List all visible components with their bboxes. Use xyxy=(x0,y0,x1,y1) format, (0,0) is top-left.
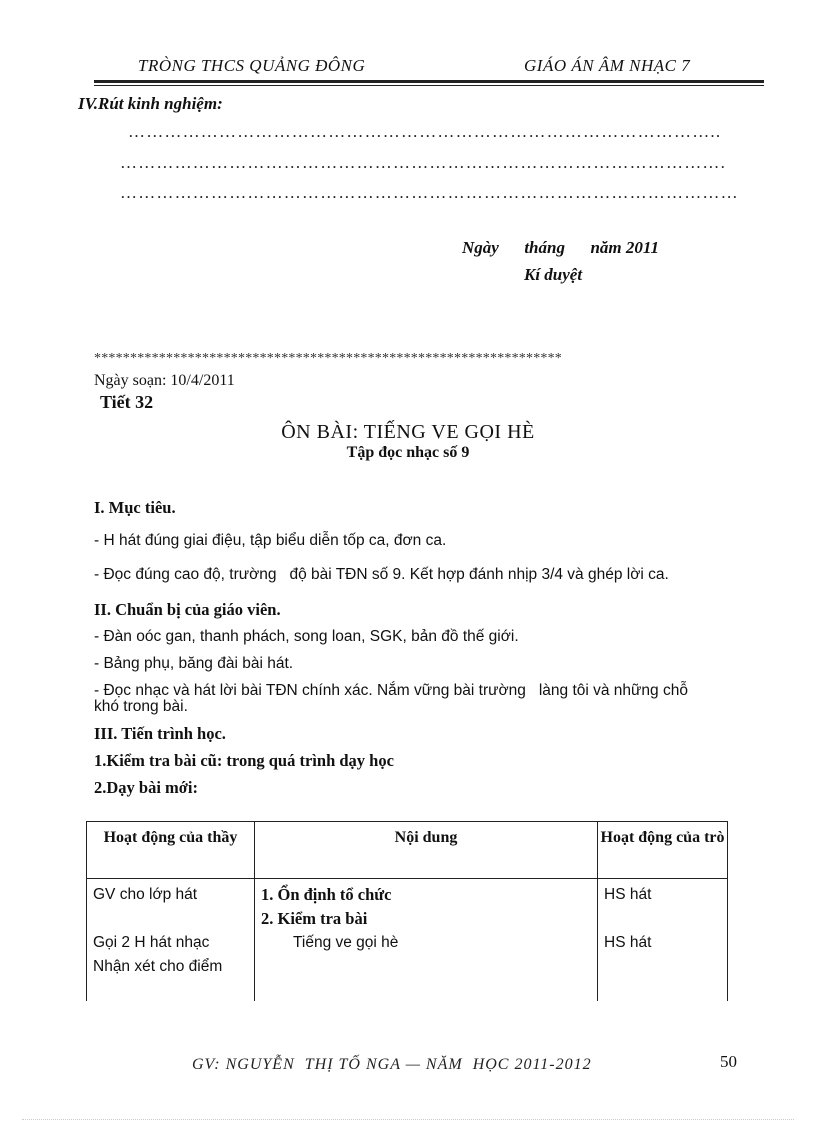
teacher-line: Gọi 2 H hát nhạc xyxy=(93,934,210,951)
approval-signature: Kí duyệt xyxy=(524,265,583,284)
teacher-line xyxy=(93,907,254,931)
table-row xyxy=(87,879,728,1002)
preparation-item-3: - Đọc nhạc và hát lời bài TĐN chính xác. Nắm vững bài trường làng tôi và những chỗ xyxy=(94,682,688,699)
review-line-2: ………………………………………………………………………………………. xyxy=(120,153,727,172)
school-name: TRÒNG THCS QUẢNG ĐÔNG xyxy=(138,56,366,75)
page-number: 50 xyxy=(720,1052,737,1071)
process-heading: III. Tiến trình học. xyxy=(94,724,226,743)
student-line: HS hát xyxy=(604,934,652,951)
objective-item-1: - H hát đúng giai điệu, tập biểu diễn tốp ca, đơn ca. xyxy=(94,532,447,549)
objectives-heading: I. Mục tiêu. xyxy=(94,498,176,517)
review-line-3: ………………………………………………………………………………………… xyxy=(120,183,739,202)
student-cell xyxy=(598,879,728,1002)
review-line-1: …………………………………………………………………………………….. xyxy=(128,122,722,141)
document-type: GIÁO ÁN ÂM NHẠC 7 xyxy=(524,56,691,75)
lesson-plan-table xyxy=(86,821,728,1001)
teacher-line: GV cho lớp hát xyxy=(93,886,198,903)
student-line xyxy=(604,907,727,931)
content-line: 1. Ổn định tổ chức xyxy=(261,885,392,904)
teacher-cell xyxy=(87,879,255,1002)
stars-separator: ***************************************************************** xyxy=(94,351,562,366)
lesson-title: ÔN BÀI: TIẾNG VE GỌI HÈ xyxy=(281,421,535,443)
period-number: Tiết 32 xyxy=(100,392,154,412)
approval-date: Ngày tháng năm 2011 xyxy=(462,238,659,257)
process-step-1: 1.Kiểm tra bài cũ: trong quá trình dạy học xyxy=(94,751,394,770)
prep-date: Ngày soạn: 10/4/2011 xyxy=(94,372,235,389)
objective-item-2: - Đọc đúng cao độ, trường độ bài TĐN số 9. Kết hợp đánh nhịp 3/4 và ghép lời ca. xyxy=(94,566,669,583)
content-line: Tiếng ve gọi hè xyxy=(293,934,399,951)
bottom-dotted-rule xyxy=(22,1119,794,1120)
table-header-row xyxy=(87,822,728,879)
preparation-item-2: - Bảng phụ, băng đài bài hát. xyxy=(94,655,294,672)
preparation-heading: II. Chuẩn bị của giáo viên. xyxy=(94,600,281,619)
process-step-2: 2.Dạy bài mới: xyxy=(94,778,199,797)
header-rule-thin xyxy=(94,85,764,86)
content-cell xyxy=(255,879,598,1002)
teacher-line: Nhận xét cho điểm xyxy=(93,958,223,975)
header-teacher: Hoạt động của thầy xyxy=(87,822,255,879)
header-rule-thick xyxy=(94,80,764,83)
review-heading: IV.Rút kinh nghiệm: xyxy=(78,94,223,113)
content-line: 2. Kiểm tra bài xyxy=(261,909,368,928)
student-line: HS hát xyxy=(604,886,652,903)
footer-author: GV: NGUYỄN THỊ TỐ NGA — NĂM HỌC 2011-2012 xyxy=(192,1056,592,1073)
preparation-item-1: - Đàn oóc gan, thanh phách, song loan, SGK, bản đồ thế giới. xyxy=(94,628,519,645)
header-student: Hoạt động của trò xyxy=(598,822,728,879)
preparation-item-3-cont: khó trong bài. xyxy=(94,698,188,715)
lesson-subtitle: Tập đọc nhạc số 9 xyxy=(346,444,470,461)
header-content: Nội dung xyxy=(255,822,598,879)
